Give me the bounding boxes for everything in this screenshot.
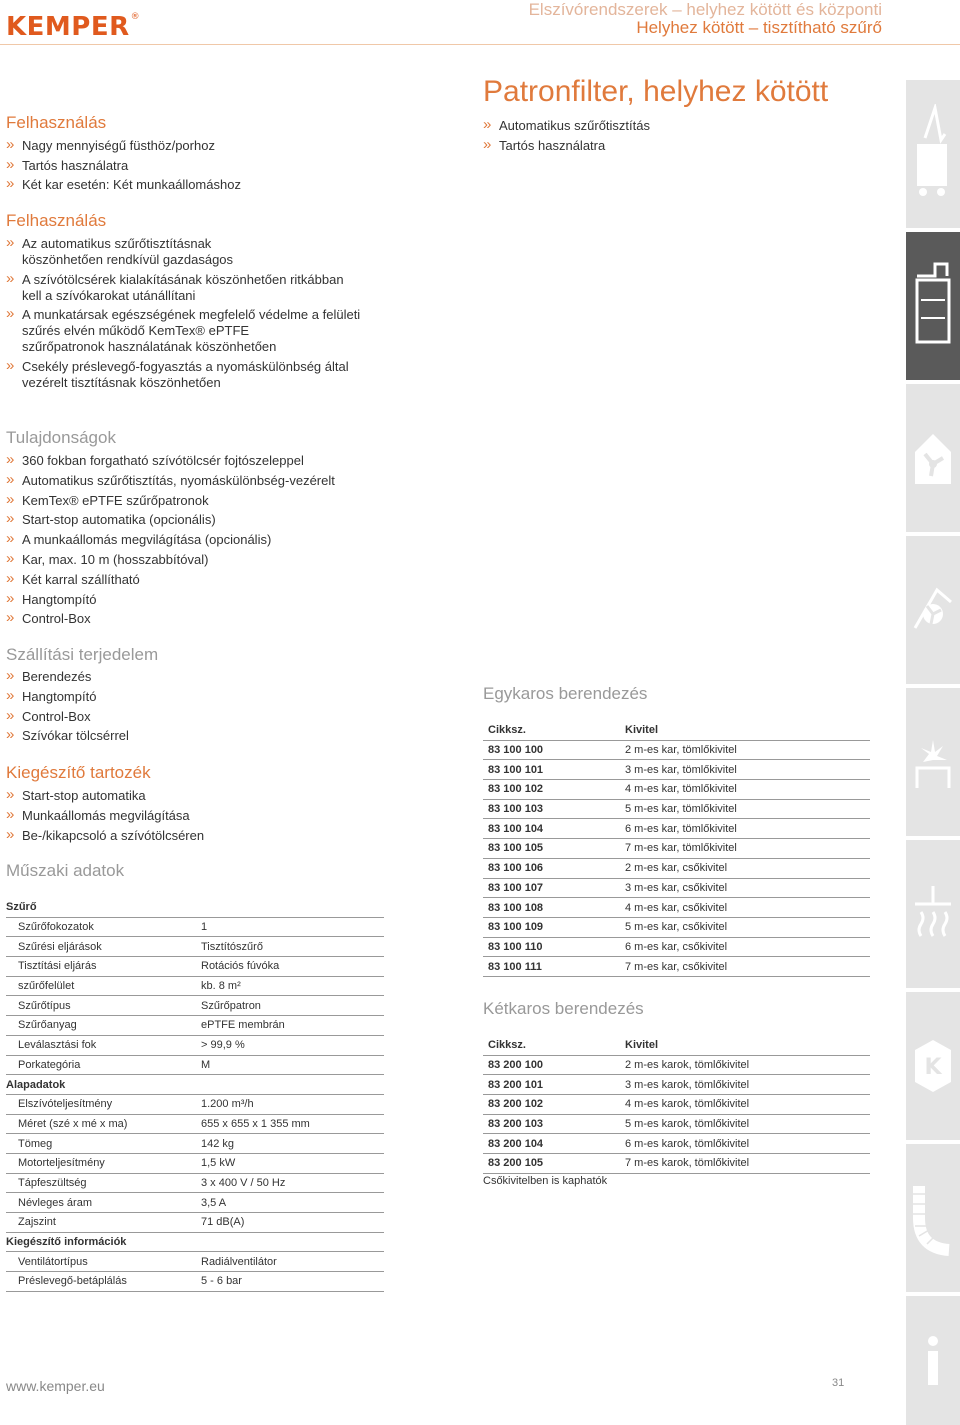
list-item: » Szívókar tölcsérrel <box>6 728 426 744</box>
list-item: » Munkaállomás megvilágítása <box>6 808 426 824</box>
double-arm-heading: Kétkaros berendezés <box>483 999 644 1018</box>
spec-label: Szűrőfokozatok <box>6 917 201 937</box>
table-row <box>6 1035 384 1055</box>
article-number: 83 100 106 <box>483 858 625 878</box>
spec-value: Tisztítószűrő <box>201 937 384 957</box>
version-text: 7 m-es kar, csőkivitel <box>625 957 870 977</box>
article-number: 83 100 110 <box>483 937 625 957</box>
delivery-heading: Szállítási terjedelem <box>6 645 159 664</box>
sidebar-tab-info[interactable] <box>906 1296 960 1425</box>
usage1-list <box>6 138 406 197</box>
version-text: 5 m-es kar, tömlőkivitel <box>625 799 870 819</box>
column-header-article: Cikksz. <box>483 1036 625 1055</box>
table-row <box>483 740 870 760</box>
spec-label: Leválasztási fok <box>6 1035 201 1055</box>
table-row <box>6 1153 384 1173</box>
list-item: » Start-stop automatika (opcionális) <box>6 512 426 528</box>
column-header-article: Cikksz. <box>483 721 625 740</box>
list-item: » A munkaállomás megvilágítása (opcionális) <box>6 532 426 548</box>
table-row <box>6 1094 384 1114</box>
article-number: 83 100 100 <box>483 740 625 760</box>
table-row <box>6 1272 384 1292</box>
spec-value: 655 x 655 x 1 355 mm <box>201 1114 384 1134</box>
table-row <box>483 1095 870 1115</box>
spec-label: Névleges áram <box>6 1193 201 1213</box>
spec-value: kb. 8 m² <box>201 976 384 996</box>
version-text: 2 m-es karok, tömlőkivitel <box>625 1055 870 1075</box>
version-text: 7 m-es karok, tömlőkivitel <box>625 1154 870 1174</box>
spec-value: 3 x 400 V / 50 Hz <box>201 1173 384 1193</box>
column-header-version: Kivitel <box>625 1036 870 1055</box>
version-text: 5 m-es karok, tömlőkivitel <box>625 1114 870 1134</box>
footer-url[interactable]: www.kemper.eu <box>6 1378 105 1394</box>
sidebar-tab-fan-arm[interactable] <box>906 536 960 684</box>
sidebar-tab-stationary[interactable] <box>906 232 960 380</box>
sidebar-tab-extraction-arm[interactable] <box>906 840 960 988</box>
header-category: Elszívórendszerek – helyhez kötött és központi <box>528 0 882 19</box>
article-number: 83 200 104 <box>483 1134 625 1154</box>
spec-value: Radiálventilátor <box>201 1252 384 1272</box>
version-text: 5 m-es kar, csőkivitel <box>625 917 870 937</box>
spec-label: Préslevegő-betáplálás <box>6 1272 201 1292</box>
spec-value: 5 - 6 bar <box>201 1272 384 1292</box>
list-item: » Nagy mennyiségű füsthöz/porhoz <box>6 138 406 154</box>
list-item: » 360 fokban forgatható szívótölcsér fojtószeleppel <box>6 453 426 469</box>
delivery-list <box>6 669 426 748</box>
table-row <box>483 1134 870 1154</box>
table-row <box>6 1252 384 1272</box>
kemper-logo: KEMPER® <box>6 12 141 42</box>
list-item: » Tartós használatra <box>6 158 406 174</box>
version-text: 3 m-es kar, csőkivitel <box>625 878 870 898</box>
spec-group-label: Alapadatok <box>6 1075 384 1095</box>
accessories-list <box>6 788 426 847</box>
table-row <box>483 839 870 859</box>
table-row <box>6 917 384 937</box>
spec-label: Szűrőanyag <box>6 1016 201 1036</box>
accessories-heading: Kiegészítő tartozék <box>6 763 151 782</box>
list-item: » Két kar esetén: Két munkaállomáshoz <box>6 177 406 193</box>
table-row <box>483 1075 870 1095</box>
version-text: 7 m-es kar, tömlőkivitel <box>625 839 870 859</box>
spec-value: Szűrőpatron <box>201 996 384 1016</box>
extraction-arm-icon <box>911 884 955 944</box>
table-row <box>6 976 384 996</box>
article-number: 83 200 101 <box>483 1075 625 1095</box>
version-text: 2 m-es kar, csőkivitel <box>625 858 870 878</box>
table-row <box>6 1193 384 1213</box>
fan-arm-icon <box>911 580 955 640</box>
list-item: » Start-stop automatika <box>6 788 426 804</box>
table-row <box>483 917 870 937</box>
list-item: » Az automatikus szűrőtisztításnak köszönhetően rendkívül gazdaságos <box>6 236 426 268</box>
version-text: 6 m-es karok, tömlőkivitel <box>625 1134 870 1154</box>
sidebar-tab-mobile[interactable] <box>906 80 960 228</box>
table-row <box>483 780 870 800</box>
table-row <box>6 1114 384 1134</box>
spec-group-row <box>6 1075 384 1095</box>
version-text: 4 m-es kar, csőkivitel <box>625 898 870 918</box>
version-text: 6 m-es kar, tömlőkivitel <box>625 819 870 839</box>
spec-label: Tisztítási eljárás <box>6 957 201 977</box>
stationary-filter-icon <box>911 256 955 356</box>
list-item: » Control-Box <box>6 611 426 627</box>
table-row <box>483 1154 870 1174</box>
sidebar-tab-hose[interactable] <box>906 1144 960 1292</box>
article-number: 83 100 101 <box>483 760 625 780</box>
header-subcategory: Helyhez kötött – tisztítható szűrő <box>636 18 882 37</box>
table-row <box>6 1213 384 1233</box>
article-number: 83 100 102 <box>483 780 625 800</box>
double-arm-table <box>483 1036 870 1174</box>
page-number: 31 <box>832 1377 845 1389</box>
table-row <box>6 957 384 977</box>
table-row <box>483 858 870 878</box>
svg-text:K: K <box>924 1055 942 1080</box>
technical-heading: Műszaki adatok <box>6 861 125 880</box>
list-item: » KemTex® ePTFE szűrőpatronok <box>6 493 426 509</box>
table-row <box>6 1055 384 1075</box>
table-row <box>483 878 870 898</box>
list-item: » Kar, max. 10 m (hosszabbítóval) <box>6 552 426 568</box>
spec-group-row <box>6 1232 384 1252</box>
info-icon <box>911 1331 955 1391</box>
spec-label: Tápfeszültség <box>6 1173 201 1193</box>
spec-value: 1 <box>201 917 384 937</box>
spec-label: szűrőfelület <box>6 976 201 996</box>
spec-value: 1.200 m³/h <box>201 1094 384 1114</box>
spec-value: M <box>201 1055 384 1075</box>
spec-group-label: Szűrő <box>6 898 384 917</box>
article-number: 83 200 102 <box>483 1095 625 1115</box>
table-row <box>6 937 384 957</box>
list-item: » Két karral szállítható <box>6 572 426 588</box>
article-number: 83 100 105 <box>483 839 625 859</box>
spec-group-label: Kiegészítő információk <box>6 1232 384 1252</box>
usage2-list <box>6 236 426 394</box>
hose-icon <box>911 1178 955 1258</box>
fan-house-icon <box>911 428 955 488</box>
spec-value: 3,5 A <box>201 1193 384 1213</box>
article-number: 83 100 107 <box>483 878 625 898</box>
title-bullets <box>483 118 883 157</box>
category-sidebar <box>906 80 960 1425</box>
spec-label: Zajszint <box>6 1213 201 1233</box>
list-item: » Tartós használatra <box>483 138 883 154</box>
properties-list <box>6 453 426 631</box>
table-row <box>483 1055 870 1075</box>
list-item: » Berendezés <box>6 669 426 685</box>
spec-label: Szűrési eljárások <box>6 937 201 957</box>
spec-label: Tömeg <box>6 1134 201 1154</box>
usage2-heading: Felhasználás <box>6 211 107 230</box>
spec-value: > 99,9 % <box>201 1035 384 1055</box>
table-row <box>6 1173 384 1193</box>
technical-table <box>6 898 384 1292</box>
spec-value: Rotációs fúvóka <box>201 957 384 977</box>
article-number: 83 100 111 <box>483 957 625 977</box>
list-item: » Hangtompító <box>6 592 426 608</box>
spec-label: Motorteljesítmény <box>6 1153 201 1173</box>
spec-label: Elszívóteljesítmény <box>6 1094 201 1114</box>
table-row <box>483 898 870 918</box>
spec-group-row <box>6 898 384 917</box>
single-arm-heading: Egykaros berendezés <box>483 684 648 703</box>
list-item: » Automatikus szűrőtisztítás <box>483 118 883 134</box>
article-number: 83 100 104 <box>483 819 625 839</box>
spec-label: Porkategória <box>6 1055 201 1075</box>
list-item: » Automatikus szűrőtisztítás, nyomáskülönbség-vezérelt <box>6 473 426 489</box>
spec-label: Méret (szé x mé x ma) <box>6 1114 201 1134</box>
table-row <box>6 996 384 1016</box>
article-number: 83 100 109 <box>483 917 625 937</box>
list-item: » A szívótölcsérek kialakításának köszönhetően ritkábban kell a szívókarokat utánállítani <box>6 272 426 304</box>
article-number: 83 100 108 <box>483 898 625 918</box>
table-row <box>483 937 870 957</box>
table-header-row <box>483 1036 870 1055</box>
sidebar-tab-fan-house[interactable] <box>906 384 960 532</box>
page-title: Patronfilter, helyhez kötött <box>483 75 829 108</box>
version-text: 2 m-es kar, tömlőkivitel <box>625 740 870 760</box>
version-text: 3 m-es karok, tömlőkivitel <box>625 1075 870 1095</box>
table-row <box>6 1016 384 1036</box>
single-arm-table <box>483 721 870 977</box>
table-row <box>483 1114 870 1134</box>
sidebar-tab-k[interactable] <box>906 992 960 1140</box>
spec-value: ePTFE membrán <box>201 1016 384 1036</box>
k-badge-icon <box>911 1036 955 1096</box>
spec-value: 1,5 kW <box>201 1153 384 1173</box>
article-number: 83 200 105 <box>483 1154 625 1174</box>
usage1-heading: Felhasználás <box>6 113 107 132</box>
list-item: » A munkatársak egészségének megfelelő védelme a felületi szűrés elvén működő KemTex® ePTFE szűrőpatronok használatának köszönhetően <box>6 307 426 355</box>
table-row <box>483 957 870 977</box>
table-row <box>483 799 870 819</box>
column-header-version: Kivitel <box>625 721 870 740</box>
article-number: 83 100 103 <box>483 799 625 819</box>
version-text: 4 m-es karok, tömlőkivitel <box>625 1095 870 1115</box>
table-header-row <box>483 721 870 740</box>
double-arm-note: Csőkivitelben is kaphatók <box>483 1175 608 1187</box>
version-text: 6 m-es kar, csőkivitel <box>625 937 870 957</box>
spec-value: 71 dB(A) <box>201 1213 384 1233</box>
sidebar-tab-welding-table[interactable] <box>906 688 960 836</box>
article-number: 83 200 100 <box>483 1055 625 1075</box>
list-item: » Control-Box <box>6 709 426 725</box>
mobile-extractor-icon <box>911 104 955 204</box>
list-item: » Csekély préslevegő-fogyasztás a nyomáskülönbség által vezérelt tisztításnak köszönhetően <box>6 359 426 391</box>
spec-label: Szűrőtípus <box>6 996 201 1016</box>
spec-value: 142 kg <box>201 1134 384 1154</box>
list-item: » Be-/kikapcsoló a szívótölcséren <box>6 828 426 844</box>
welding-table-icon <box>911 732 955 792</box>
header-divider <box>0 44 960 45</box>
table-row <box>483 760 870 780</box>
article-number: 83 200 103 <box>483 1114 625 1134</box>
spec-label: Ventilátortípus <box>6 1252 201 1272</box>
properties-heading: Tulajdonságok <box>6 428 116 447</box>
table-row <box>483 819 870 839</box>
version-text: 4 m-es kar, tömlőkivitel <box>625 780 870 800</box>
version-text: 3 m-es kar, tömlőkivitel <box>625 760 870 780</box>
table-row <box>6 1134 384 1154</box>
list-item: » Hangtompító <box>6 689 426 705</box>
